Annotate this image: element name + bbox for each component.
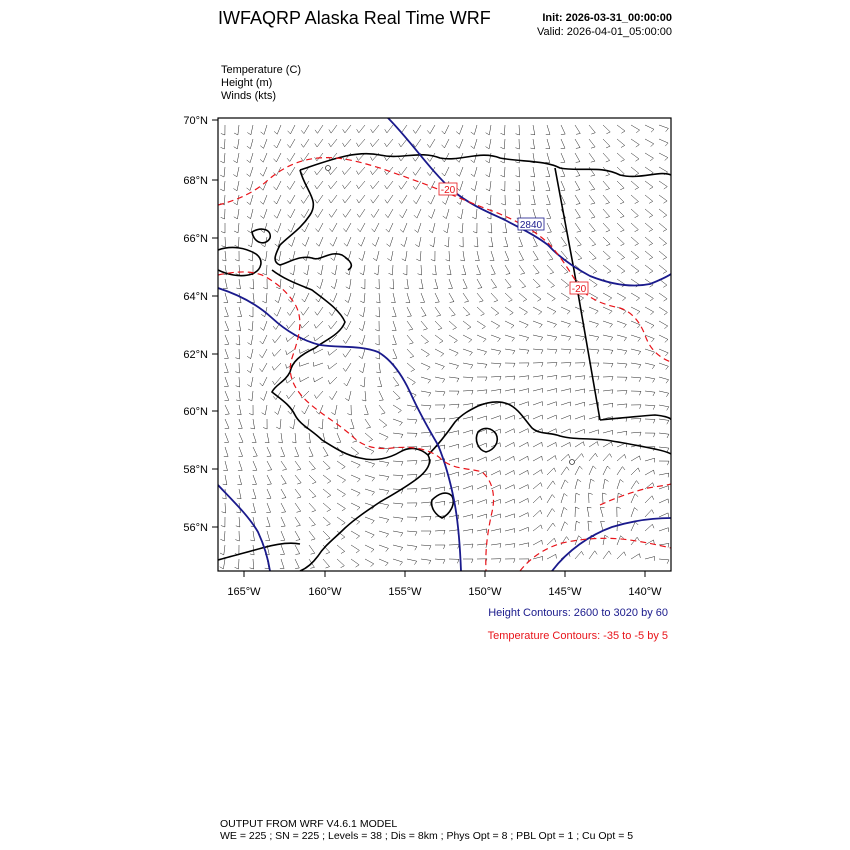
lon-label-145: 145°W: [548, 586, 582, 598]
height-label-2840: [518, 218, 544, 231]
lat-label-58: 58°N: [183, 464, 208, 476]
lon-label-165: 165°W: [227, 586, 261, 598]
latitude-ticks: [212, 120, 218, 527]
temperature-label-east: [570, 282, 588, 295]
variable-temperature-label: Temperature (C): [221, 64, 302, 76]
plot-title: IWFAQRP Alaska Real Time WRF: [218, 8, 491, 28]
latitude-labels: [183, 115, 208, 534]
model-info-line2: WE = 225 ; SN = 225 ; Levels = 38 ; Dis = 8km ; Phys Opt = 8 ; PBL Opt = 1 ; Cu Opt = 5: [220, 830, 634, 842]
model-info-line1: OUTPUT FROM WRF V4.6.1 MODEL: [220, 818, 398, 830]
variable-winds-label: Winds (kts): [221, 90, 276, 102]
valid-time: Valid: 2026-04-01_05:00:00: [537, 26, 672, 38]
lon-label-140: 140°W: [628, 586, 662, 598]
lat-label-70: 70°N: [183, 115, 208, 127]
height-label-2840-text: 2840: [519, 220, 543, 231]
longitude-ticks: [244, 571, 645, 577]
temperature-label-north: [439, 183, 457, 196]
lat-label-64: 64°N: [183, 291, 208, 303]
temperature-contours-note: Temperature Contours: -35 to -5 by 5: [487, 630, 668, 642]
lat-label-56: 56°N: [183, 522, 208, 534]
longitude-labels: [227, 586, 662, 598]
lon-label-150: 150°W: [468, 586, 502, 598]
lat-label-60: 60°N: [183, 406, 208, 418]
height-contours-note: Height Contours: 2600 to 3020 by 60: [488, 607, 668, 619]
lat-label-66: 66°N: [183, 233, 208, 245]
lon-label-160: 160°W: [308, 586, 342, 598]
lon-label-155: 155°W: [388, 586, 422, 598]
lat-label-68: 68°N: [183, 175, 208, 187]
init-time: Init: 2026-03-31_00:00:00: [542, 12, 672, 24]
temperature-label-north-text: -20: [440, 185, 456, 196]
temperature-label-east-text: -20: [571, 284, 587, 295]
lat-label-62: 62°N: [183, 349, 208, 361]
variable-height-label: Height (m): [221, 77, 273, 89]
